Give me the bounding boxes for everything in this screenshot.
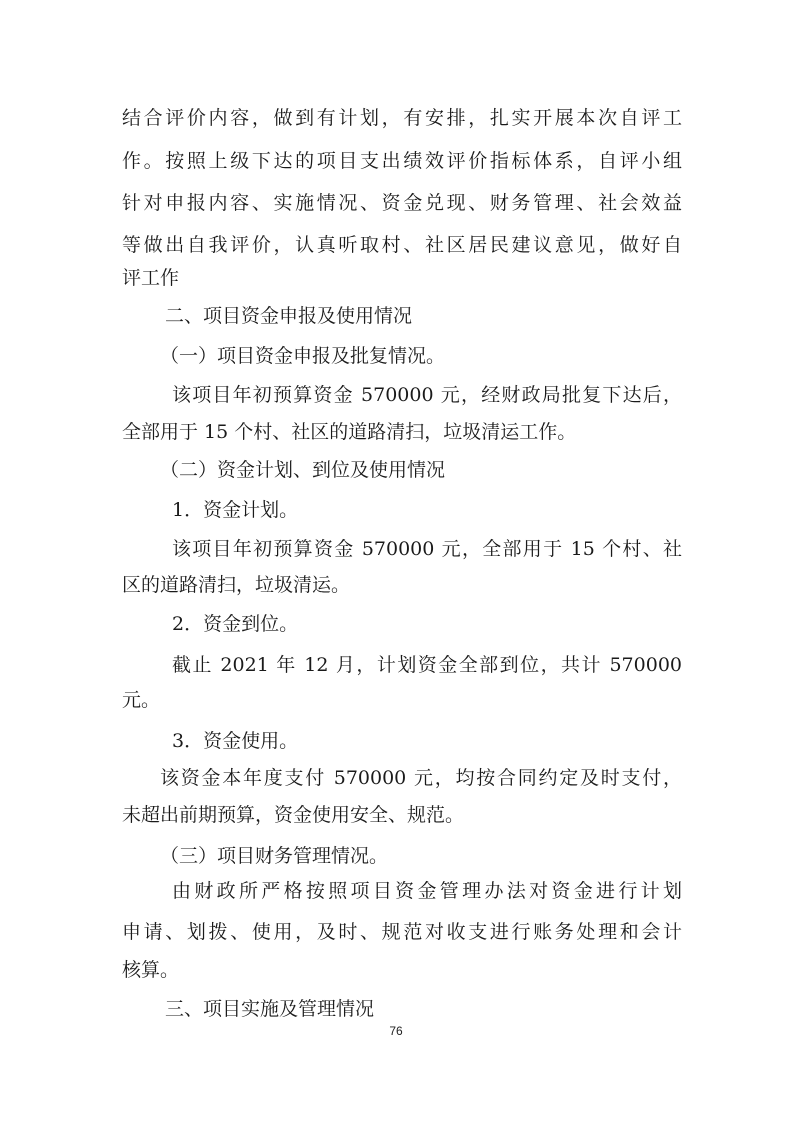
- subsection-heading: （二）资金计划、到位及使用情况: [160, 459, 446, 481]
- numbered-heading: 2．资金到位。: [172, 613, 299, 635]
- subsection-heading: （三）项目财务管理情况。: [160, 845, 389, 867]
- text-line: 该资金本年度支付 570000 元，均按合同约定及时支付，: [160, 767, 682, 789]
- section-heading: 二、项目资金申报及使用情况: [165, 305, 413, 327]
- text-line: 作。按照上级下达的项目支出绩效评价指标体系，自评小组: [122, 150, 682, 172]
- text-line: 结合评价内容，做到有计划，有安排，扎实开展本次自评工: [122, 107, 682, 129]
- text-line: 元。: [122, 689, 161, 711]
- text-line: 针对申报内容、实施情况、资金兑现、财务管理、社会效益: [122, 192, 682, 214]
- text-line: 该项目年初预算资金 570000 元，全部用于 15 个村、社: [172, 538, 682, 560]
- text-line: 区的道路清扫，垃圾清运。: [122, 574, 351, 596]
- text-line: 未超出前期预算，资金使用安全、规范。: [122, 804, 465, 826]
- text-line: 由财政所严格按照项目资金管理办法对资金进行计划: [172, 880, 682, 902]
- page-number: 76: [389, 1024, 403, 1038]
- subsection-heading: （一）项目资金申报及批复情况。: [160, 345, 446, 367]
- section-heading: 三、项目实施及管理情况: [165, 998, 375, 1020]
- text-line: 等做出自我评价，认真听取村、社区居民建议意见，做好自: [122, 234, 682, 256]
- text-line: 全部用于 15 个村、社区的道路清扫，垃圾清运工作。: [122, 421, 577, 443]
- text-line: 申请、划拨、使用，及时、规范对收支进行账务处理和会计: [122, 921, 682, 943]
- text-line: 该项目年初预算资金 570000 元，经财政局批复下达后，: [172, 384, 682, 406]
- text-line: 评工作: [122, 267, 180, 289]
- text-line: 核算。: [122, 959, 180, 981]
- text-line: 截止 2021 年 12 月，计划资金全部到位，共计 570000: [172, 654, 682, 676]
- numbered-heading: 1．资金计划。: [172, 499, 299, 521]
- numbered-heading: 3．资金使用。: [172, 730, 299, 752]
